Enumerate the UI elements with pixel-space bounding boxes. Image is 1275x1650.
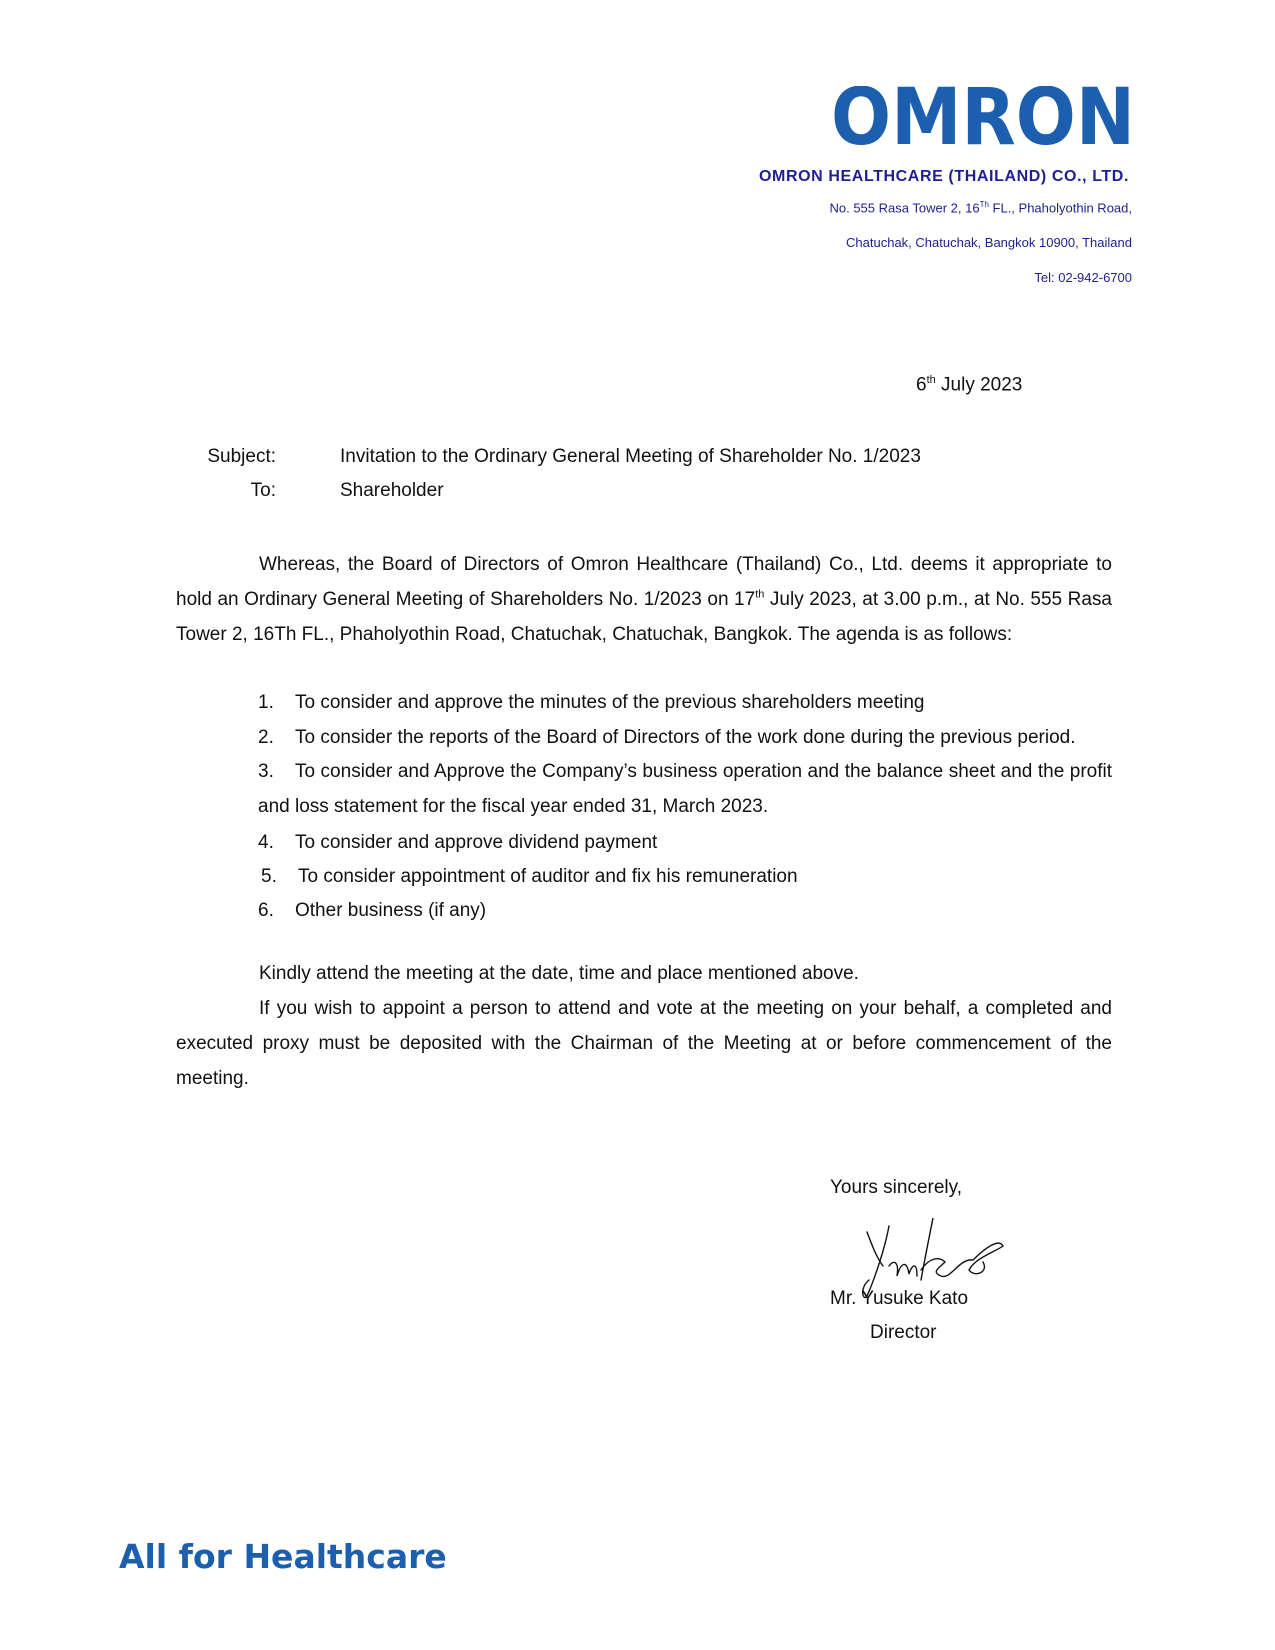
footer-slogan: All for Healthcare: [119, 1537, 447, 1576]
omron-logo-text: OMRON: [831, 86, 1135, 152]
closing-paragraph-2: If you wish to appoint a person to attend and vote at the meeting on your behalf, a completed and executed proxy must be deposited with the Chairman of the Meeting at or before commencement of the meeting.: [176, 998, 1112, 1089]
subject-label: Subject:: [207, 446, 276, 467]
telephone: Tel: 02-942-6700: [1034, 270, 1132, 285]
agenda-item: 1. To consider and approve the minutes of the previous shareholders meeting: [258, 692, 925, 713]
closing-paragraph-1: Kindly attend the meeting at the date, time and place mentioned above.: [259, 963, 859, 984]
to-value: Shareholder: [340, 480, 444, 501]
intro-paragraph: Whereas, the Board of Directors of Omron Healthcare (Thailand) Co., Ltd. deems it appropriate to hold an Ordinary General Meeting of Shareholders No. 1/2023 on 17th July 2023, at 3.00 p.m., at No. 555 Rasa Tower 2, 16Th FL., Phaholyothin Road, Chatuchak, Chatuchak, Bangkok. The agenda is as follows:: [176, 554, 1113, 645]
subject-value: Invitation to the Ordinary General Meeting of Shareholder No. 1/2023: [340, 446, 921, 467]
agenda-item: 2. To consider the reports of the Board of Directors of the work done during the previous period.: [258, 727, 1076, 748]
to-label: To:: [250, 480, 276, 501]
address-line-1: No. 555 Rasa Tower 2, 16Th FL., Phaholyothin Road,: [829, 200, 1132, 216]
omron-logo: [831, 86, 1135, 152]
agenda-item: 3. To consider and Approve the Company’s business operation and the balance sheet and the profit and loss statement for the fiscal year ended 31, March 2023.: [258, 761, 1112, 817]
letter-date: 6th July 2023: [916, 374, 1023, 396]
salutation: Yours sincerely,: [830, 1177, 963, 1198]
agenda-item: 4. To consider and approve dividend payment: [258, 832, 658, 853]
signatory-name: Mr. Yusuke Kato: [830, 1288, 969, 1309]
company-name: OMRON HEALTHCARE (THAILAND) CO., LTD.: [758, 168, 1129, 185]
agenda-item: 6. Other business (if any): [258, 900, 487, 921]
agenda-item: 5. To consider appointment of auditor and fix his remuneration: [261, 866, 798, 887]
address-line-2: Chatuchak, Chatuchak, Bangkok 10900, Thailand: [846, 235, 1132, 250]
signatory-title: Director: [870, 1322, 937, 1343]
